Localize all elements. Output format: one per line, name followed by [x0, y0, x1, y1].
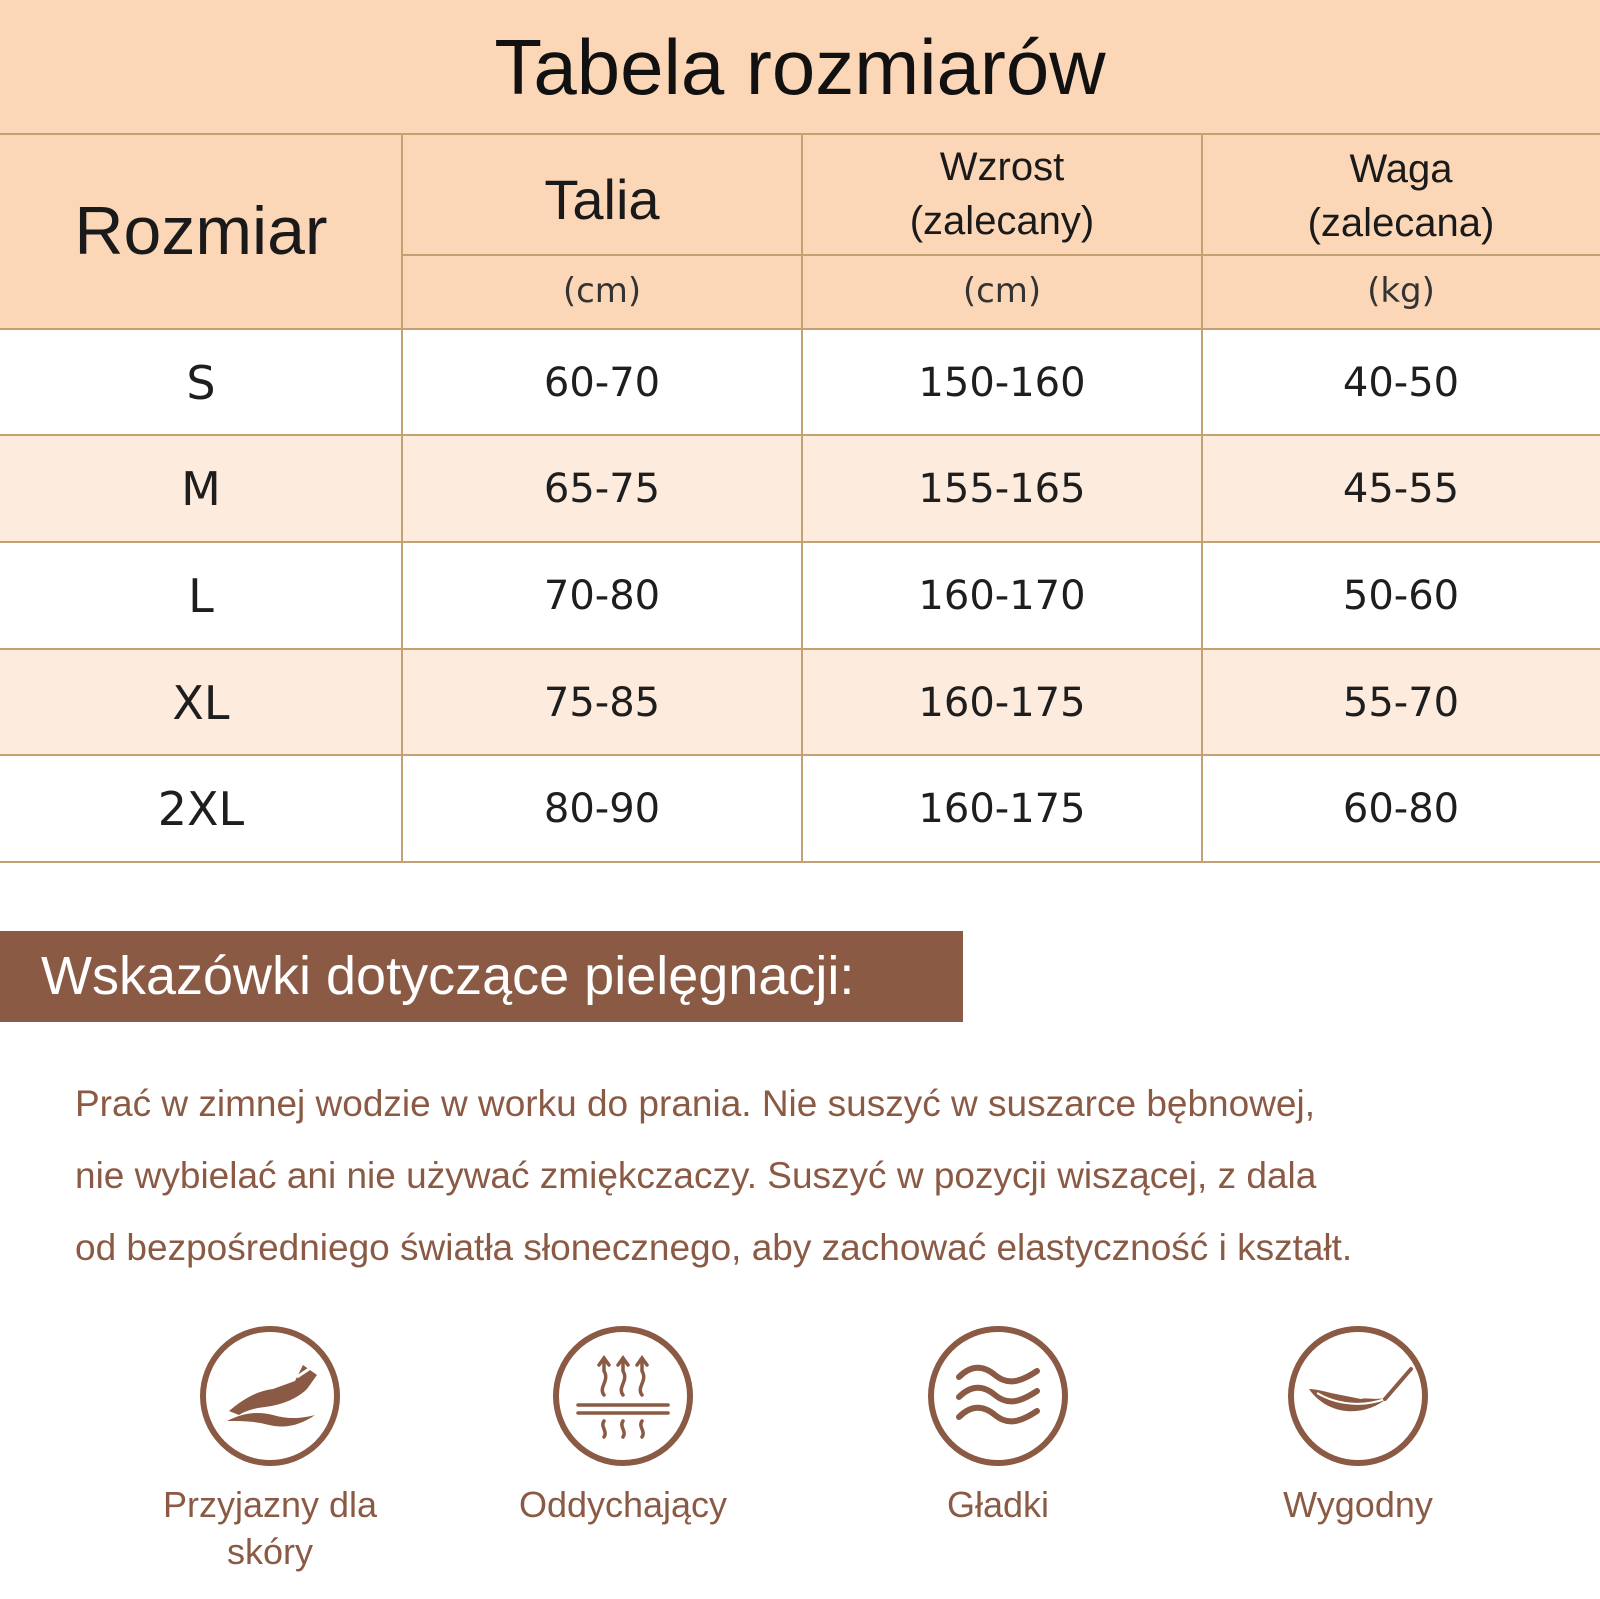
column-header-height-note: (zalecany)	[909, 199, 1095, 243]
column-header-weight	[1202, 142, 1600, 250]
cell-height: 160-175	[918, 786, 1086, 832]
table-row-m	[0, 436, 1600, 542]
table-row-s	[0, 330, 1600, 436]
grid-line	[1201, 133, 1203, 863]
column-header-waist: Talia	[544, 168, 660, 231]
breathable-icon	[552, 1325, 694, 1467]
care-instructions	[75, 1068, 1575, 1284]
unit-weight: (kg)	[1367, 271, 1435, 311]
column-header-weight-note: (zalecana)	[1307, 201, 1495, 245]
cell-weight: 45-55	[1342, 466, 1460, 512]
table-row-2xl	[0, 756, 1600, 862]
feature-label: Oddychający	[518, 1484, 728, 1525]
unit-height: (cm)	[962, 271, 1042, 311]
feature-label: Przyjazny dla	[162, 1484, 378, 1525]
table-row-l	[0, 543, 1600, 649]
hand-icon	[199, 1325, 341, 1467]
grid-line	[0, 754, 1600, 756]
cell-size: M	[181, 462, 221, 516]
cell-size: 2XL	[157, 782, 245, 836]
cell-weight: 55-70	[1342, 680, 1460, 726]
grid-line	[801, 133, 803, 863]
column-header-height-name: Wzrost	[939, 145, 1065, 189]
cell-size: S	[186, 356, 216, 410]
feature-skin-friendly	[120, 1325, 420, 1575]
feature-comfortable	[1208, 1325, 1508, 1528]
care-title: Wskazówki dotyczące pielęgnacji:	[41, 946, 855, 1006]
cell-weight: 40-50	[1342, 360, 1460, 406]
table-title: Tabela rozmiarów	[494, 23, 1106, 111]
grid-line	[401, 133, 403, 863]
cell-waist: 65-75	[543, 466, 661, 512]
cell-waist: 75-85	[543, 680, 661, 726]
cell-height: 155-165	[918, 466, 1086, 512]
cell-height: 160-170	[918, 573, 1086, 619]
grid-line	[0, 648, 1600, 650]
cell-weight: 50-60	[1342, 573, 1460, 619]
feature-label: Gładki	[946, 1484, 1050, 1525]
grid-line	[402, 254, 1600, 256]
column-header-size: Rozmiar	[74, 193, 328, 269]
feature-breathable	[473, 1325, 773, 1528]
feature-smooth	[848, 1325, 1148, 1528]
feature-label: skóry	[226, 1531, 313, 1572]
waves-icon	[927, 1325, 1069, 1467]
column-header-weight-name: Waga	[1349, 147, 1453, 191]
table-row-xl	[0, 650, 1600, 756]
cell-weight: 60-80	[1342, 786, 1460, 832]
cell-waist: 80-90	[543, 786, 661, 832]
feather-icon	[1287, 1325, 1429, 1467]
unit-waist: (cm)	[562, 271, 642, 311]
feature-label: Wygodny	[1283, 1484, 1433, 1525]
care-line: nie wybielać ani nie używać zmiękczaczy. Suszyć w pozycji wiszącej, z dala	[75, 1155, 1317, 1196]
column-header-height	[802, 140, 1202, 248]
grid-line	[0, 434, 1600, 436]
care-line: od bezpośredniego światła słonecznego, aby zachować elastyczność i kształt.	[75, 1227, 1353, 1268]
grid-line	[0, 328, 1600, 330]
cell-size: XL	[172, 676, 230, 730]
cell-height: 160-175	[918, 680, 1086, 726]
grid-line	[0, 541, 1600, 543]
cell-size: L	[188, 569, 214, 623]
care-line: Prać w zimnej wodzie w worku do prania. Nie suszyć w suszarce bębnowej,	[75, 1083, 1316, 1124]
cell-height: 150-160	[918, 360, 1086, 406]
cell-waist: 70-80	[543, 573, 661, 619]
grid-line	[0, 133, 1600, 135]
cell-waist: 60-70	[543, 360, 661, 406]
grid-line	[0, 861, 1600, 863]
